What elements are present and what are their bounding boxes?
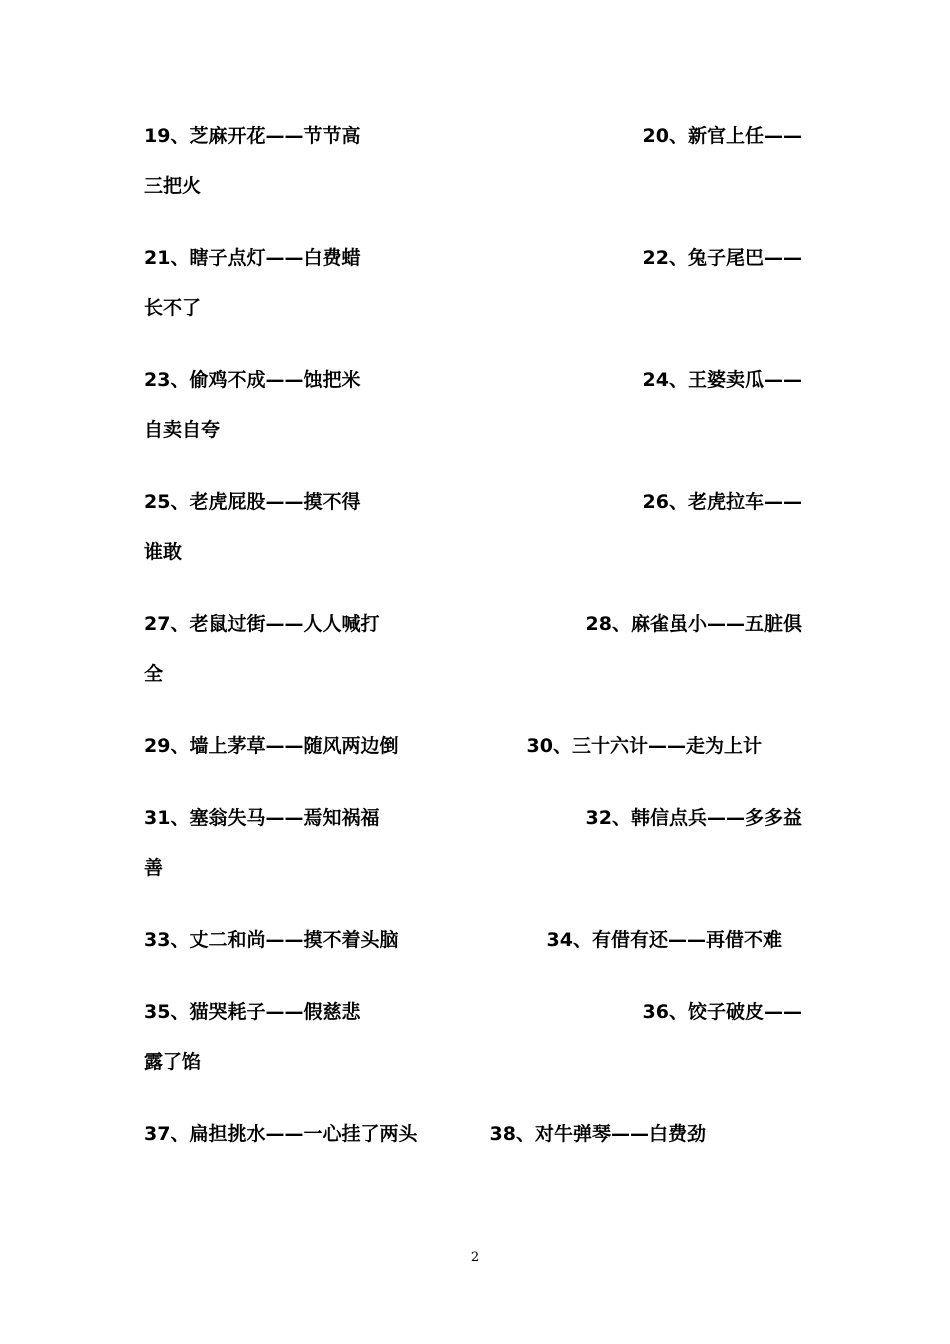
- line-24-continued: 自卖自夸: [144, 419, 221, 441]
- line-35-left: 35、猫哭耗子——假慈悲: [144, 1001, 361, 1023]
- line-21-left: 21、瞎子点灯——白费蜡: [144, 247, 361, 269]
- line-38-right: 38、对牛弹琴——白费劲: [489, 1123, 706, 1145]
- line-29-left: 29、墙上茅草——随风两边倒: [144, 735, 399, 757]
- line-32-continued: 善: [144, 857, 164, 879]
- line-36-continued: 露了馅: [144, 1051, 202, 1073]
- line-23-left: 23、偷鸡不成——蚀把米: [144, 369, 361, 391]
- line-32-right: 32、韩信点兵——多多益: [585, 807, 802, 829]
- line-26-right: 26、老虎拉车——: [642, 491, 802, 513]
- line-25-left: 25、老虎屁股——摸不得: [144, 491, 361, 513]
- line-28-right: 28、麻雀虽小——五脏俱: [585, 613, 802, 635]
- line-28-continued: 全: [144, 663, 164, 685]
- page-number: 2: [470, 1250, 480, 1265]
- line-33-left: 33、丈二和尚——摸不着头脑: [144, 929, 399, 951]
- line-20-right: 20、新官上任——: [642, 125, 802, 147]
- line-19-left: 19、芝麻开花——节节高: [144, 125, 361, 147]
- line-37-left: 37、扁担挑水——一心挂了两头: [144, 1123, 418, 1145]
- line-22-right: 22、兔子尾巴——: [642, 247, 802, 269]
- line-31-left: 31、塞翁失马——焉知祸福: [144, 807, 380, 829]
- line-36-right: 36、饺子破皮——: [642, 1001, 802, 1023]
- line-27-left: 27、老鼠过街——人人喊打: [144, 613, 380, 635]
- line-20-continued: 三把火: [144, 175, 202, 197]
- line-30-right: 30、三十六计——走为上计: [526, 735, 762, 757]
- line-34-right: 34、有借有还——再借不难: [546, 929, 782, 951]
- line-22-continued: 长不了: [144, 297, 202, 319]
- line-24-right: 24、王婆卖瓜——: [642, 369, 802, 391]
- line-26-continued: 谁敢: [144, 541, 183, 563]
